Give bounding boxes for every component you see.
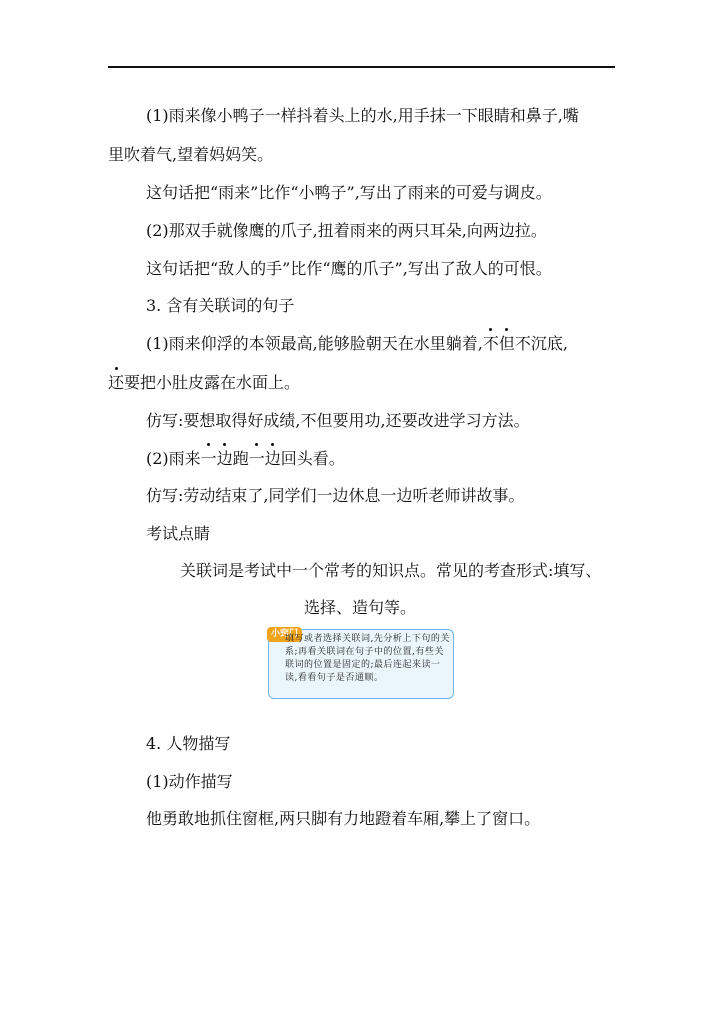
tip-badge: 小窍门 <box>267 627 302 642</box>
action-example-sentence: 他勇敢地抓住窗框,两只脚有力地蹬着车厢,攀上了窗口。 <box>146 809 541 828</box>
conjunction-sentence-1-continued-text: 要把小肚皮露在水面上。 <box>124 373 301 392</box>
exam-tips-text: 关联词是考试中一个常考的知识点。常见的考查形式:填写、 <box>180 561 602 580</box>
exam-tips-text-continued: 选择、造句等。 <box>304 598 417 617</box>
imitation-2: 仿写:劳动结束了,同学们一边休息一边听老师讲故事。 <box>146 486 525 505</box>
explanation-1: 这句话把“雨来”比作“小鸭子”,写出了雨来的可爱与调皮。 <box>146 183 552 202</box>
conjunction-sentence-1-tail: 不沉底, <box>514 334 568 353</box>
emphasis-dot-char: 还 <box>108 373 125 392</box>
conjunction-sentence-1-continued <box>108 373 300 393</box>
conjunction-sentence-2 <box>146 449 345 469</box>
emphasis-dot-char: 不 <box>482 334 499 353</box>
conjunction-sentence-2-head: (2)雨来 <box>146 449 201 468</box>
emphasis-dot-char: 一 <box>248 449 265 468</box>
exam-tips-heading: 考试点睛 <box>146 524 211 543</box>
tip-box <box>268 629 454 699</box>
emphasis-dot-char: 边 <box>216 449 233 468</box>
conjunction-sentence-2-tail: 回头看。 <box>280 449 345 468</box>
top-rule <box>108 66 615 68</box>
section-heading-3: 3. 含有关联词的句子 <box>146 296 295 315</box>
conjunction-sentence-1 <box>146 334 568 354</box>
example-sentence-1-continued: 里吹着气,望着妈妈笑。 <box>108 145 274 164</box>
example-sentence-2: (2)那双手就像鹰的爪子,扭着雨来的两只耳朵,向两边拉。 <box>146 221 547 240</box>
example-sentence-1: (1)雨来像小鸭子一样抖着头上的水,用手抹一下眼睛和鼻子,嘴 <box>146 106 579 125</box>
conjunction-sentence-2-mid: 跑 <box>232 449 249 468</box>
emphasis-dot-char: 但 <box>498 334 515 353</box>
emphasis-dot-char: 一 <box>200 449 217 468</box>
conjunction-sentence-1-text: (1)雨来仰浮的本领最高,能够脸朝天在水里躺着, <box>146 334 483 353</box>
subsection-heading-action: (1)动作描写 <box>146 772 233 791</box>
tip-text: 填写或者选择关联词,先分析上下句的关系;再看关联词在句子中的位置,有些关联词的位置是固定的;最后连起来读一读,看看句子是否通顺。 <box>285 634 450 683</box>
emphasis-dot-char: 边 <box>264 449 281 468</box>
imitation-1: 仿写:要想取得好成绩,不但要用功,还要改进学习方法。 <box>146 411 530 430</box>
explanation-2: 这句话把“敌人的手”比作“鹰的爪子”,写出了敌人的可恨。 <box>146 259 552 278</box>
section-heading-4: 4. 人物描写 <box>146 734 231 753</box>
